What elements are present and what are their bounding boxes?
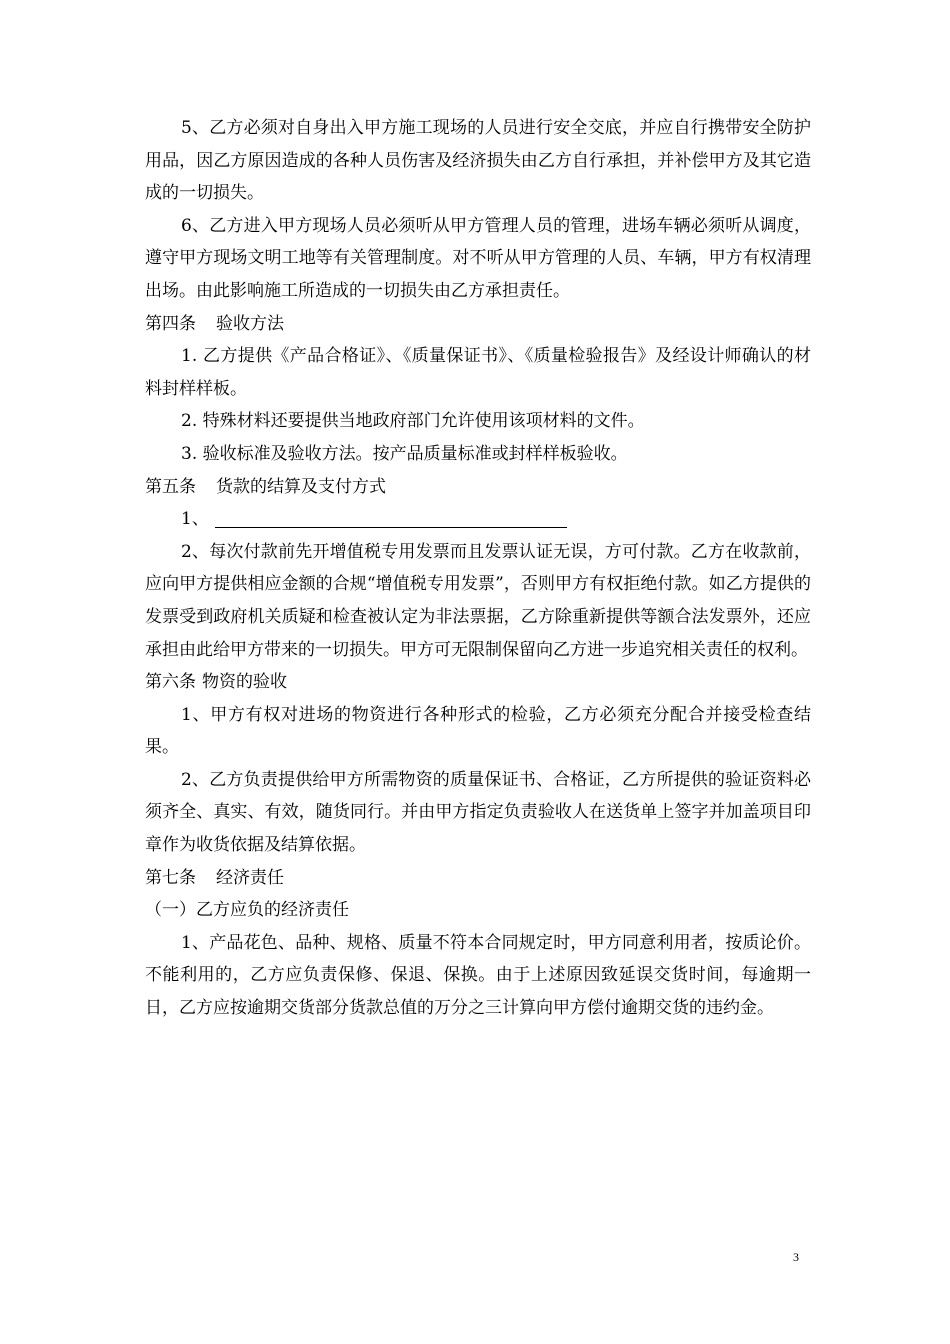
article-6-heading — [145, 666, 811, 699]
article-7-subheading-1: （一）乙方应负的经济责任 — [145, 900, 349, 921]
article-5-item-1 — [145, 503, 811, 536]
article-4-item-1: 1. 乙方提供《产品合格证》、《质量保证书》、《质量检验报告》及经设计师确认的材料封样样板。 — [145, 346, 811, 399]
article-6-number: 第六条 — [145, 672, 196, 693]
article-4-number: 第四条 — [145, 313, 196, 334]
article-7-number: 第七条 — [145, 867, 196, 888]
article-6-title: 物资的验收 — [202, 672, 287, 693]
article-6-item-2: 2、乙方负责提供给甲方所需物资的质量保证书、合格证，乙方所提供的验证资料必须齐全、真实、有效，随货同行。并由甲方指定负责验收人在送货单上签字并加盖项目印章作为收货依据及结算依据。 — [145, 769, 811, 856]
page-number: 3 — [793, 1250, 799, 1264]
article-5-number: 第五条 — [145, 476, 196, 497]
article-4-item-2: 2. 特殊材料还要提供当地政府部门允许使用该项材料的文件。 — [181, 411, 645, 432]
article-4-title: 验收方法 — [216, 313, 284, 334]
paragraph-site-management: 6、乙方进入甲方现场人员必须听从甲方管理人员的管理，进场车辆必须听从调度，遵守甲方现场文明工地等有关管理制度。对不听从甲方管理的人员、车辆，甲方有权清理出场。由此影响施工所造成的一切损失由乙方承担责任。 — [145, 215, 811, 301]
paragraph-safety-briefing: 5、乙方必须对自身出入甲方施工现场的人员进行安全交底，并应自行携带安全防护用品，因乙方原因造成的各种人员伤害及经济损失由乙方自行承担，并补偿甲方及其它造成的一切损失。 — [145, 118, 811, 204]
article-5-item-2: 2、每次付款前先开增值税专用发票而且发票认证无误，方可付款。乙方在收款前，应向甲方提供相应金额的合规“增值税专用发票”，否则甲方有权拒绝付款。如乙方提供的发票受到政府机关质疑和检查被认定为非法票据，乙方除重新提供等额合法发票外，还应承担由此给甲方带来的一切损失。甲方可无限制保留向乙方进一步追究相关责任的权利。 — [145, 541, 811, 660]
article-4-item-3: 3. 验收标准及验收方法。按产品质量标准或封样样板验收。 — [181, 443, 628, 464]
article-5-title: 货款的结算及支付方式 — [216, 476, 386, 497]
fill-in-blank-line — [215, 526, 567, 528]
article-7-item-1: 1、产品花色、品种、规格、质量不符本合同规定时，甲方同意利用者，按质论价。不能利用的，乙方应负责保修、保退、保换。由于上述原因致延误交货时间，每逾期一日，乙方应按逾期交货部分货款总值的万分之三计算向甲方偿付逾期交货的违约金。 — [145, 932, 811, 1019]
article-4-heading — [145, 308, 811, 341]
article-6-item-1: 1、甲方有权对进场的物资进行各种形式的检验，乙方必须充分配合并接受检查结果。 — [145, 704, 811, 758]
document-body — [145, 112, 811, 1025]
article-7-title: 经济责任 — [216, 867, 284, 888]
article-7-heading — [145, 862, 811, 895]
article-5-item-1-prefix: 1、 — [181, 509, 209, 530]
article-5-heading — [145, 471, 811, 504]
